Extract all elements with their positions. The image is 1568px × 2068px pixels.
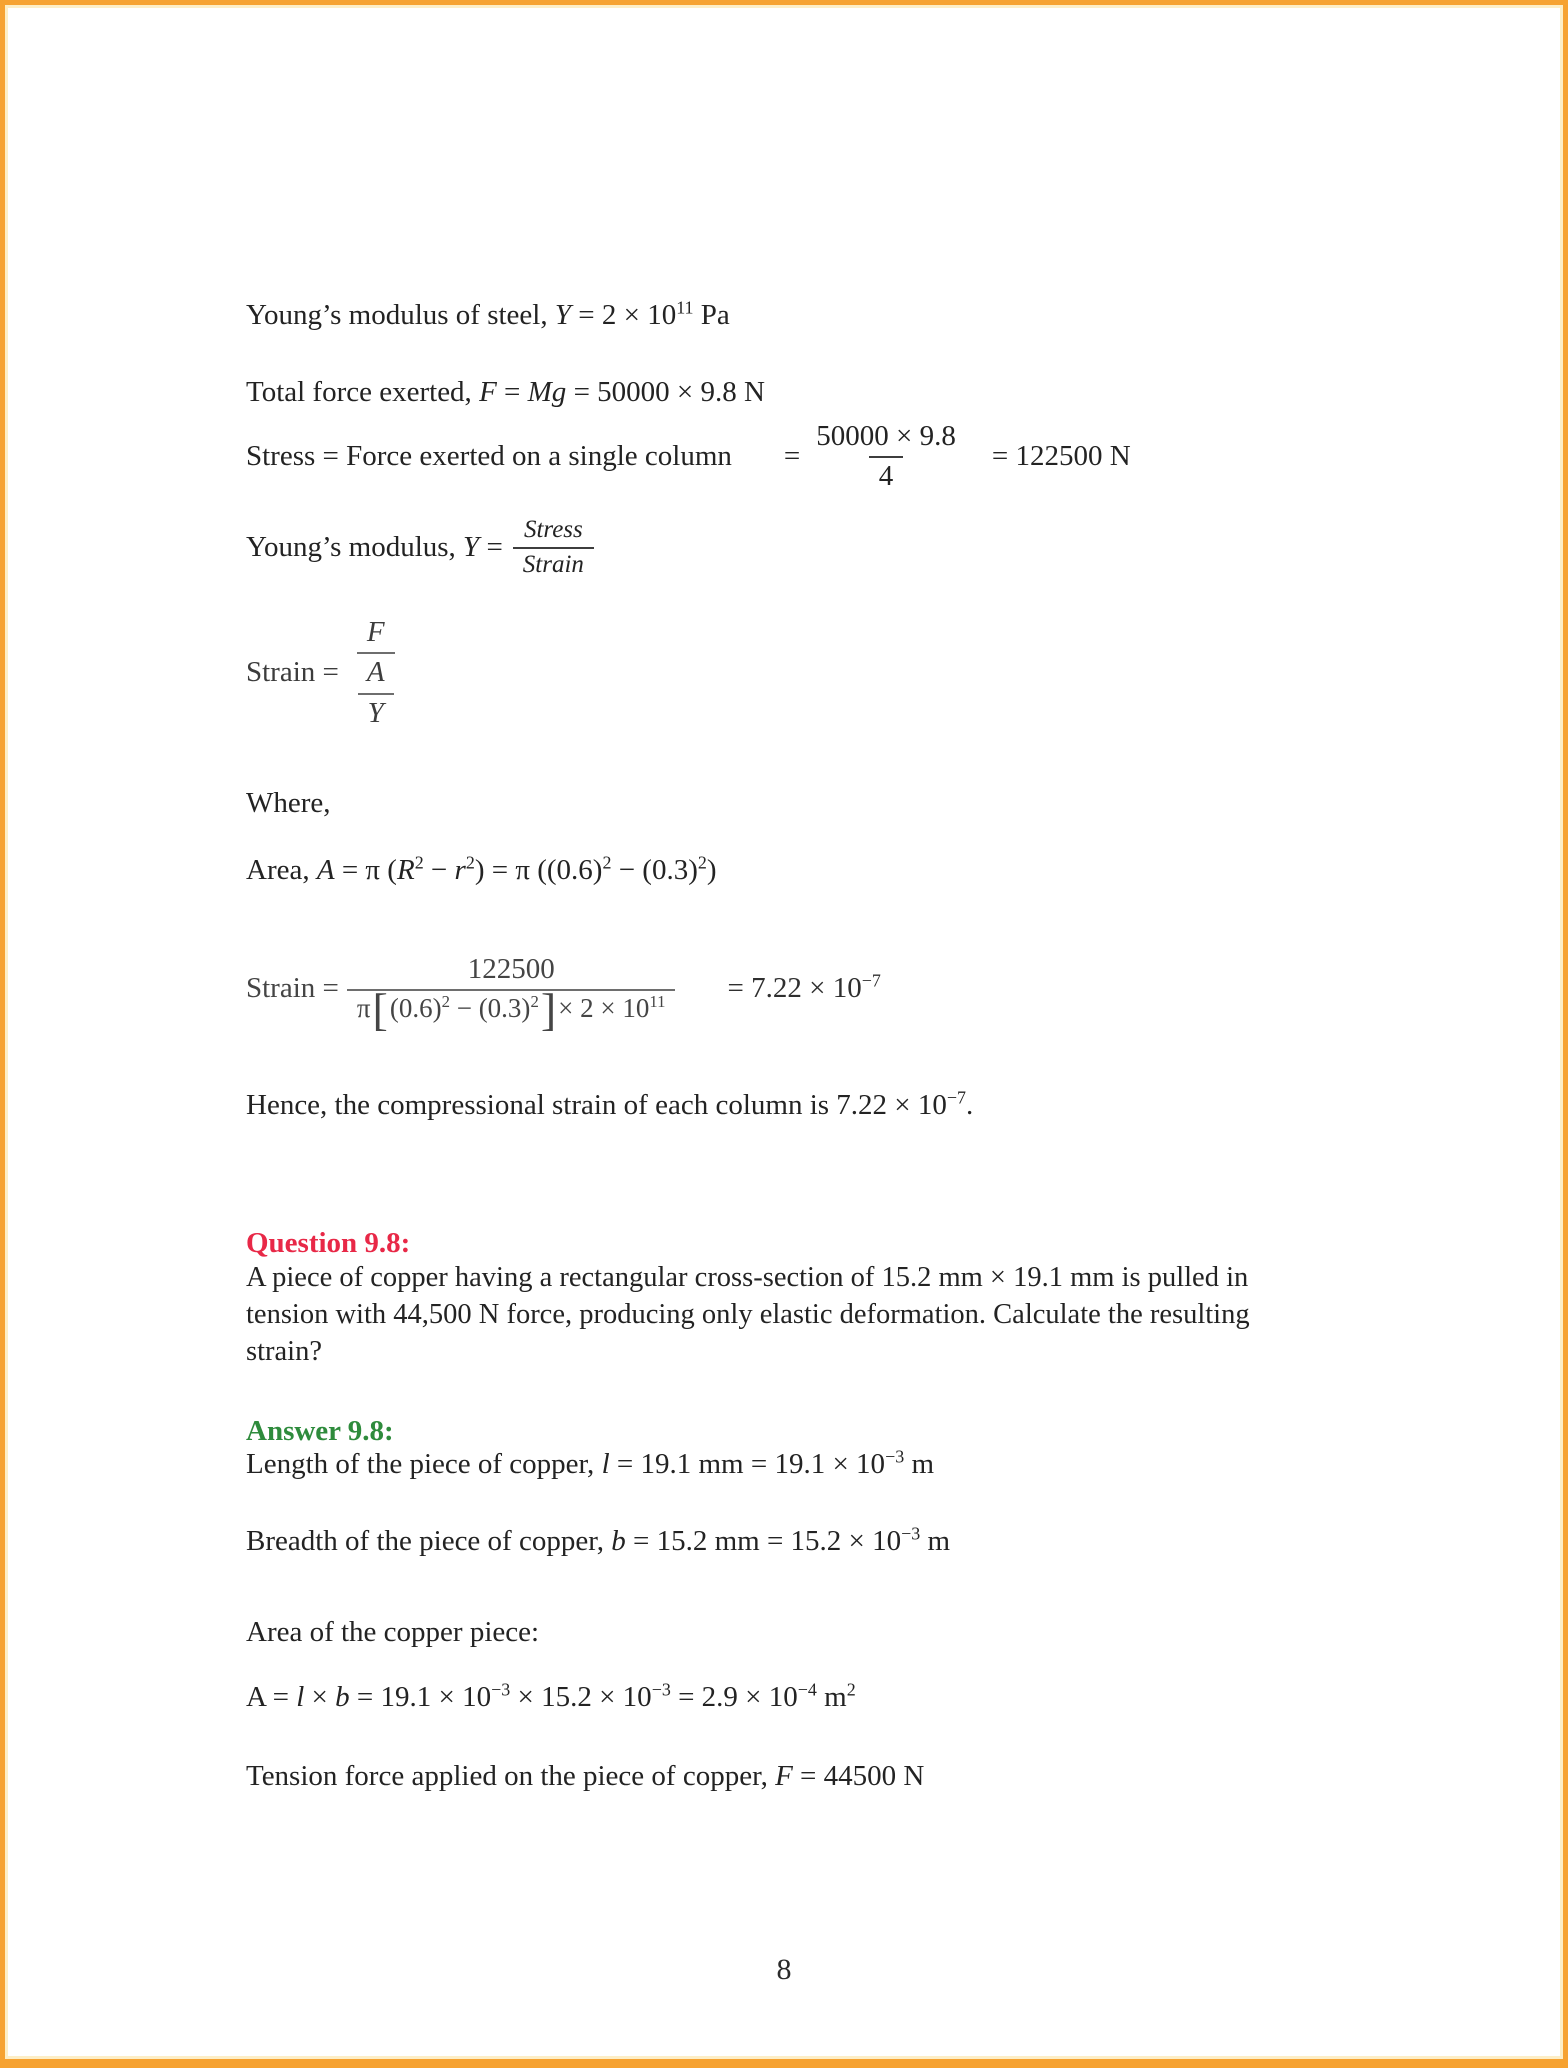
- stress-equals-sign: =: [783, 439, 801, 472]
- strain-evaluation-row: [246, 932, 881, 1044]
- copper-length-line: Length of the piece of copper, l = 19.1 mm = $19.1 \times 10^{-3}$ m: [246, 1446, 934, 1480]
- young-modulus-definition-row: [246, 505, 594, 589]
- strain-definition-label: Strain =: [246, 655, 339, 688]
- total-force-line: Total force exerted, F = Mg = 50000 × 9.8 N: [246, 376, 765, 408]
- where-label: Where,: [246, 787, 331, 819]
- strain-inner-denominator: A: [357, 652, 395, 690]
- copper-area-label: Area of the copper piece:: [246, 1616, 540, 1648]
- hence-conclusion-line: Hence, the compressional strain of each column is $7.22 \times 10^{-7}$.: [246, 1087, 974, 1121]
- tension-force-line: Tension force applied on the piece of copper, F = 44500 N: [246, 1760, 925, 1792]
- denominator-inner: $(0.6)^2 - (0.3)^2$: [389, 991, 539, 1023]
- question-heading: Question 9.8:: [246, 1227, 411, 1259]
- stress-result: = 122500 N: [991, 439, 1131, 472]
- stress-equation-row: [246, 408, 1131, 504]
- stress-fraction: [806, 419, 966, 494]
- page-number: 8: [776, 1953, 792, 1986]
- answer-heading: Answer 9.8:: [246, 1415, 394, 1447]
- strain-outer-fraction: [347, 614, 405, 731]
- young-modulus-fraction-denominator: Strain: [513, 547, 594, 580]
- strain-evaluation-numerator: 122500: [467, 952, 555, 985]
- stress-equation-prefix: Stress = Force exerted on a single column: [246, 439, 732, 472]
- strain-evaluation-fraction: [347, 952, 676, 1035]
- question-body: [246, 1259, 1250, 1370]
- question-line-2: tension with 44,500 N force, producing only elastic deformation. Calculate the resulting: [246, 1299, 1250, 1330]
- question-line-3: strain?: [246, 1336, 322, 1367]
- young-modulus-fraction: [513, 515, 594, 580]
- strain-evaluation-denominator: π [ $(0.6)^2 - (0.3)^2$ ] × $2 \times 10^{11}$: [347, 989, 676, 1025]
- young-modulus-prefix: Young’s modulus, Y =: [246, 530, 503, 563]
- strain-outer-denominator: Y: [358, 693, 394, 731]
- area-formula-line: Area, A = π $(R^2 - r^2) = \pi$ $((0.6)^2 - (0.3)^2)$: [246, 852, 717, 886]
- strain-inner-numerator: F: [366, 615, 385, 648]
- strain-evaluation-label: Strain =: [246, 971, 339, 1004]
- stress-fraction-numerator: 50000 × 9.8: [816, 419, 956, 452]
- strain-outer-numerator: [347, 614, 405, 693]
- denominator-pi: π: [356, 992, 371, 1023]
- copper-breadth-line: Breadth of the piece of copper, b = 15.2 mm = $15.2 \times 10^{-3}$ m: [246, 1523, 951, 1557]
- stress-fraction-denominator: 4: [869, 456, 904, 494]
- strain-evaluation-result: = $7.22 \times 10^{-7}$: [727, 969, 881, 1004]
- strain-inner-fraction: [357, 615, 395, 690]
- denominator-rest: × $2 \times 10^{11}$: [558, 991, 666, 1023]
- young-modulus-steel-line: Young’s modulus of steel, $Y = 2 \times 10^{11}$ Pa: [246, 297, 730, 331]
- question-line-1: A piece of copper having a rectangular cross-section of 15.2 mm × 19.1 mm is pulled in: [246, 1262, 1249, 1293]
- young-modulus-fraction-numerator: Stress: [523, 515, 583, 543]
- strain-definition-row: [246, 612, 405, 732]
- copper-area-calculation-line: $A = l \times b = 19.1 \times 10^{-3} \times 15.2 \times 10^{-3} = 2.9 \times 10^{-4}$ $m^2$: [246, 1679, 856, 1713]
